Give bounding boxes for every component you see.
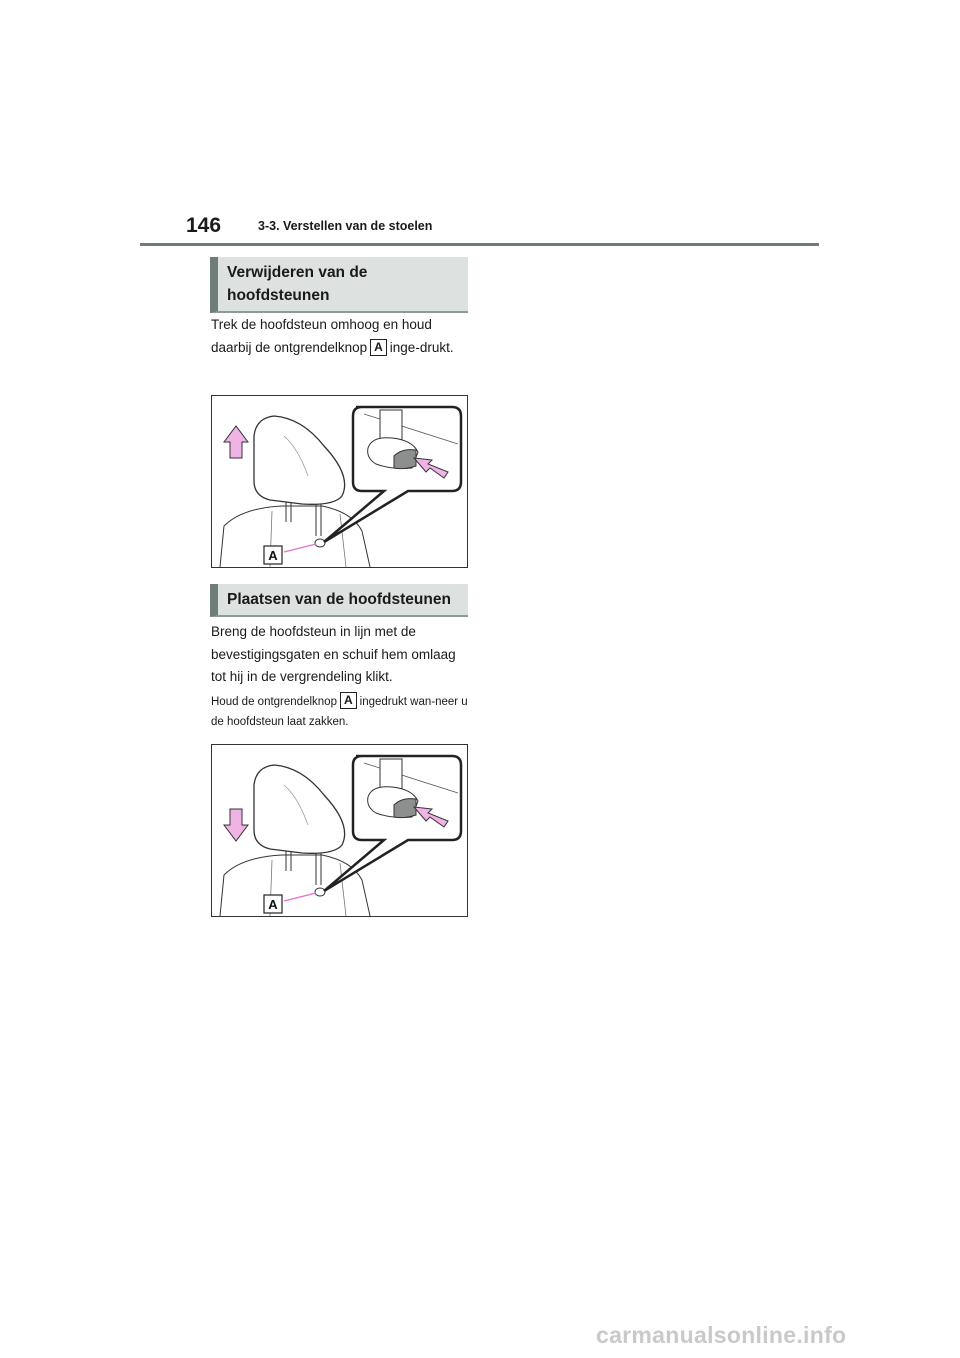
install-note-text: Houd de ontgrendelknop [211, 696, 337, 708]
install-note [211, 692, 473, 732]
remove-instruction-text-end: inge-drukt. [389, 339, 454, 355]
watermark: carmanualsonline.info [596, 1322, 847, 1348]
figure-remove-headrest [211, 395, 468, 568]
install-instruction: Breng de hoofdsteun in lijn met de bevestigingsgaten en schuif hem omlaag tot hij in de vergrendeling klikt. [211, 624, 456, 684]
figure-label-a: A [268, 548, 278, 563]
section-heading-line1: Verwijderen van de [227, 264, 368, 281]
figure-label-a-install: A [268, 897, 278, 912]
remove-instruction-text: Trek de hoofdsteun omhoog en houd daarbij de ontgrendelknop [211, 317, 432, 355]
headrest-remove-illustration [212, 396, 467, 567]
release-button-key: A [370, 339, 387, 356]
figure-install-headrest [211, 744, 468, 917]
section-heading-line2: hoofdsteunen [227, 287, 330, 304]
header-rule [140, 243, 819, 246]
install-note-text-end: ingedrukt wan-neer u de hoofdsteun laat zakken. [211, 696, 468, 728]
section-heading-install-text: Plaatsen van de hoofdsteunen [227, 591, 451, 608]
headrest-install-illustration [212, 745, 467, 916]
chapter-title: 3-3. Verstellen van de stoelen [258, 219, 433, 233]
release-button-key-note: A [340, 692, 357, 709]
page-number: 146 [186, 214, 222, 237]
remove-instruction [211, 314, 473, 359]
section-heading-remove [210, 257, 468, 313]
section-heading-install [210, 584, 468, 617]
